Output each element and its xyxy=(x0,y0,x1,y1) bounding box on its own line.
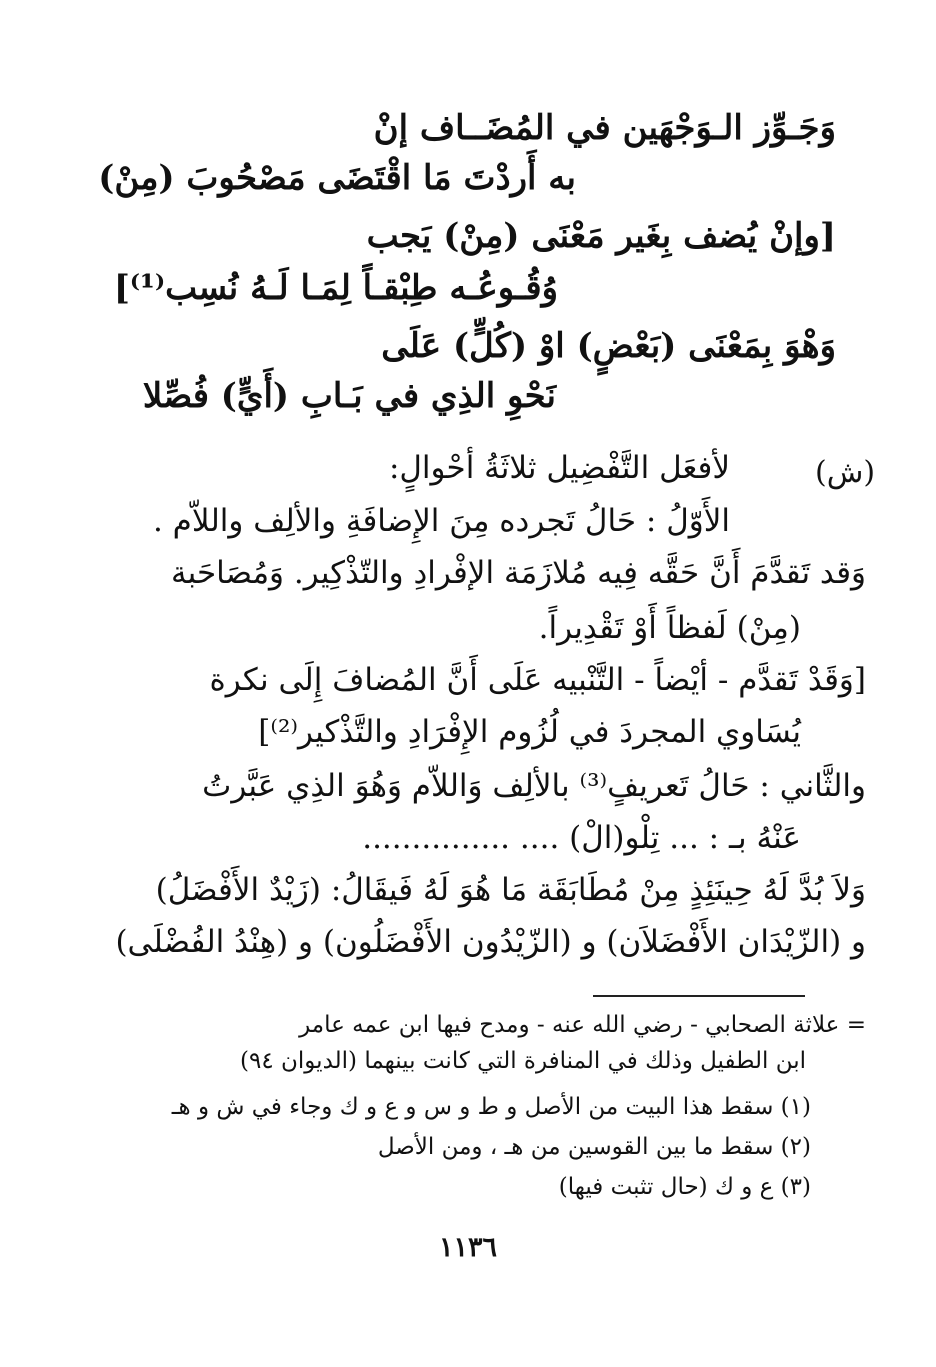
commentary-line-4: (مِنْ) لَفظاً أَوْ تَقْدِيراً. xyxy=(538,610,801,646)
commentary-line-9: وَلاَ بُدَّ لَهُ حِينَئِذٍ مِنْ مُطَابَقَة مَا هُوَ لَهُ فَيقَالُ: (زَيْدٌ الأَفْضَلُ) xyxy=(155,872,866,908)
verse-line-4: وُقُـوعُـه طِبْقـاً لِمَـا لَـهُ نُسِب⁽¹⁾] xyxy=(113,268,558,308)
commentary-marker: (ش) xyxy=(815,455,876,490)
page-number: ١١٣٦ xyxy=(438,1232,497,1263)
commentary-line-7: والثَّاني : حَالُ تَعريفٍ⁽³⁾ بالألِف وَاللاّم وَهُوَ الذِي عَبَّرتُ xyxy=(202,768,866,804)
commentary-line-5: [وَقَدْ تَقدَّم - أيْضاً - التَّنْبيه عَلَى أَنَّ المُضافَ إِلَى نكرة xyxy=(209,662,866,698)
commentary-line-1: لأفعَل التَّفْضِيل ثلاثَةُ أحْوالٍ: xyxy=(388,450,730,486)
verse-line-5: وَهْوَ بِمَعْنَى (بَعْضٍ) اوْ (كُلٍّ) عَلَى xyxy=(381,326,836,366)
commentary-line-6: يُسَاوي المجردَ في لُزُوم الإِفْرَادِ والتَّذْكير⁽²⁾] xyxy=(258,714,801,750)
verse-line-3: [وإنْ يُضف بِغَير مَعْنَى (مِنْ) يَجب xyxy=(366,216,836,256)
verse-line-1: وَجَـوِّز الـوَجْهَين في المُضَــاف إنْ xyxy=(373,108,836,148)
commentary-line-3: وَقد تَقدَّمَ أَنَّ حَقَّه فِيه مُلازَمَة الإفْرادِ والتّذْكِير. وَمُصَاحَبة xyxy=(170,555,866,591)
footnote-2: (٢) سقط ما بين القوسين من هـ ، ومن الأصل xyxy=(377,1134,811,1160)
commentary-line-8: عَنْهُ بـ : ... تِلْو(الْ) .... ............... xyxy=(362,820,801,856)
footnote-separator xyxy=(593,995,805,997)
commentary-line-2: الأَوّلُ : حَالُ تَجرده مِنَ الإِضافَةِ والألِف واللاّم . xyxy=(152,503,730,539)
commentary-line-10: و (الزّيْدَان الأَفْضَلاَن) و (الزّيْدُون الأَفْضَلُون) و (هِنْدُ الفُضْلَى) xyxy=(115,924,866,960)
footnote-1: (١) سقط هذا البيت من الأصل و ط و س و ع و ك وجاء في ش و هـ xyxy=(171,1094,811,1120)
footnote-continuation-1: = علاثة الصحابي - رضي الله عنه - ومدح فيها ابن عمه عامر xyxy=(299,1012,866,1038)
footnote-3: (٣) ع و ك (حال تثبت فيها) xyxy=(558,1174,811,1200)
verse-line-2: به أَردْتَ مَا اقْتَضَى مَصْحُوبَ (مِنْ) xyxy=(98,158,576,198)
verse-line-6: نَحْوِ الذِي في بَـابِ (أَيٍّ) فُصِّلا xyxy=(142,376,556,416)
footnote-continuation-2: ابن الطفيل وذلك في المنافرة التي كانت بينهما (الديوان ٩٤) xyxy=(240,1048,806,1074)
